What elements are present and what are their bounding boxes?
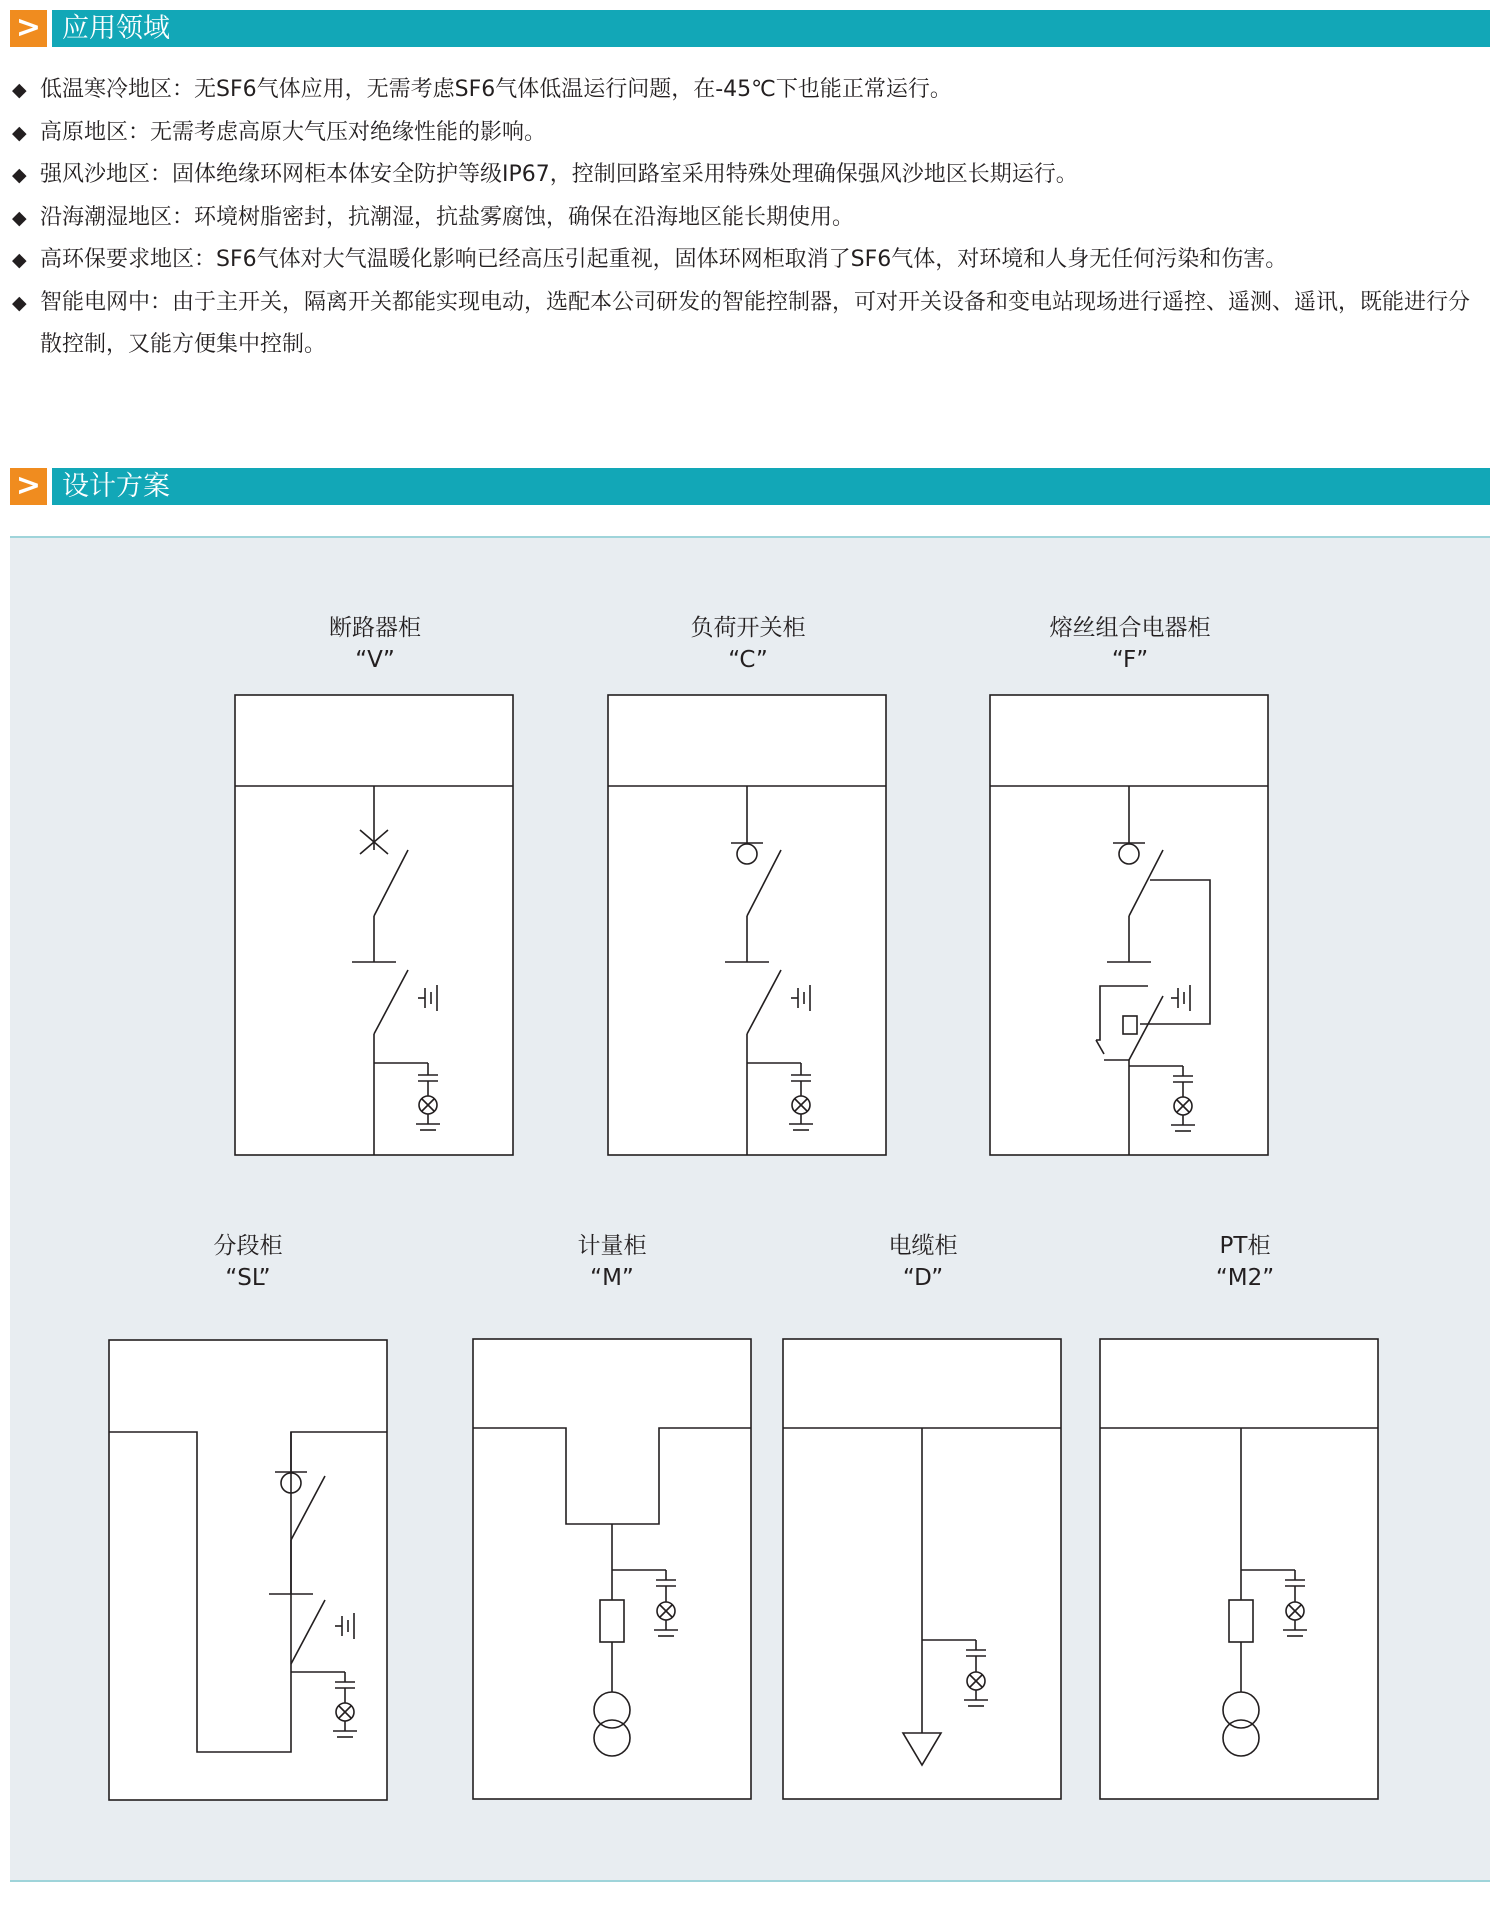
chevron-right-icon: > <box>10 10 47 47</box>
section-title: 应用领域 <box>62 13 170 44</box>
cabinet-code: “C” <box>728 647 768 673</box>
cabinet-name: 断路器柜 <box>329 615 421 641</box>
cabinet-diagram-v <box>235 695 513 1155</box>
cabinet-name: 电缆柜 <box>888 1233 958 1259</box>
cabinet-name: PT柜 <box>1219 1233 1271 1259</box>
cabinet-name: 分段柜 <box>213 1233 283 1259</box>
cabinet-diagram-d <box>783 1339 1061 1799</box>
cabinet-name: 计量柜 <box>577 1233 647 1259</box>
chevron-right-icon: > <box>10 468 47 505</box>
section-title: 设计方案 <box>62 471 170 502</box>
cabinet-code: “D” <box>902 1265 944 1291</box>
cabinet-code: “F” <box>1111 647 1149 673</box>
diamond-bullet-icon: ◆ <box>12 249 27 271</box>
diamond-bullet-icon: ◆ <box>12 79 27 101</box>
list-item-text: 强风沙地区：固体绝缘环网柜本体安全防护等级IP67，控制回路室采用特殊处理确保强风沙地区长期运行。 <box>40 162 1078 187</box>
diamond-bullet-icon: ◆ <box>12 121 27 144</box>
cabinet-diagram-m2 <box>1100 1339 1378 1799</box>
cabinet-diagram-c <box>608 695 886 1155</box>
diamond-bullet-icon: ◆ <box>12 206 27 229</box>
diamond-bullet-icon: ◆ <box>12 164 27 186</box>
cabinet-code: “SL” <box>225 1265 271 1291</box>
cabinet-diagram-f <box>990 695 1268 1155</box>
cabinet-code: “V” <box>355 647 395 673</box>
list-item-text: 高原地区：无需考虑高原大气压对绝缘性能的影响。 <box>40 119 547 145</box>
list-item-text: 智能电网中：由于主开关，隔离开关都能实现电动，选配本公司研发的智能控制器，可对开关设备和变电站现场进行遥控、遥测、遥讯，既能进行分散控制，又能方便集中控制。 <box>40 289 1471 357</box>
list-item-text: 沿海潮湿地区：环境树脂密封，抗潮湿，抗盐雾腐蚀，确保在沿海地区能长期使用。 <box>40 204 855 230</box>
list-item-text: 低温寒冷地区：无SF6气体应用，无需考虑SF6气体低温运行问题，在-45℃下也能正常运行。 <box>40 77 952 102</box>
cabinet-diagram-m <box>473 1339 751 1799</box>
cabinet-diagram-sl <box>109 1340 387 1800</box>
list-item-text: 高环保要求地区：SF6气体对大气温暖化影响已经高压引起重视，固体环网柜取消了SF6气体，对环境和人身无任何污染和伤害。 <box>40 247 1288 272</box>
cabinet-name: 负荷开关柜 <box>690 615 806 641</box>
cabinet-name: 熔丝组合电器柜 <box>1049 615 1211 641</box>
cabinet-code: “M” <box>590 1265 634 1291</box>
cabinet-code: “M2” <box>1215 1265 1275 1291</box>
diamond-bullet-icon: ◆ <box>12 291 27 314</box>
